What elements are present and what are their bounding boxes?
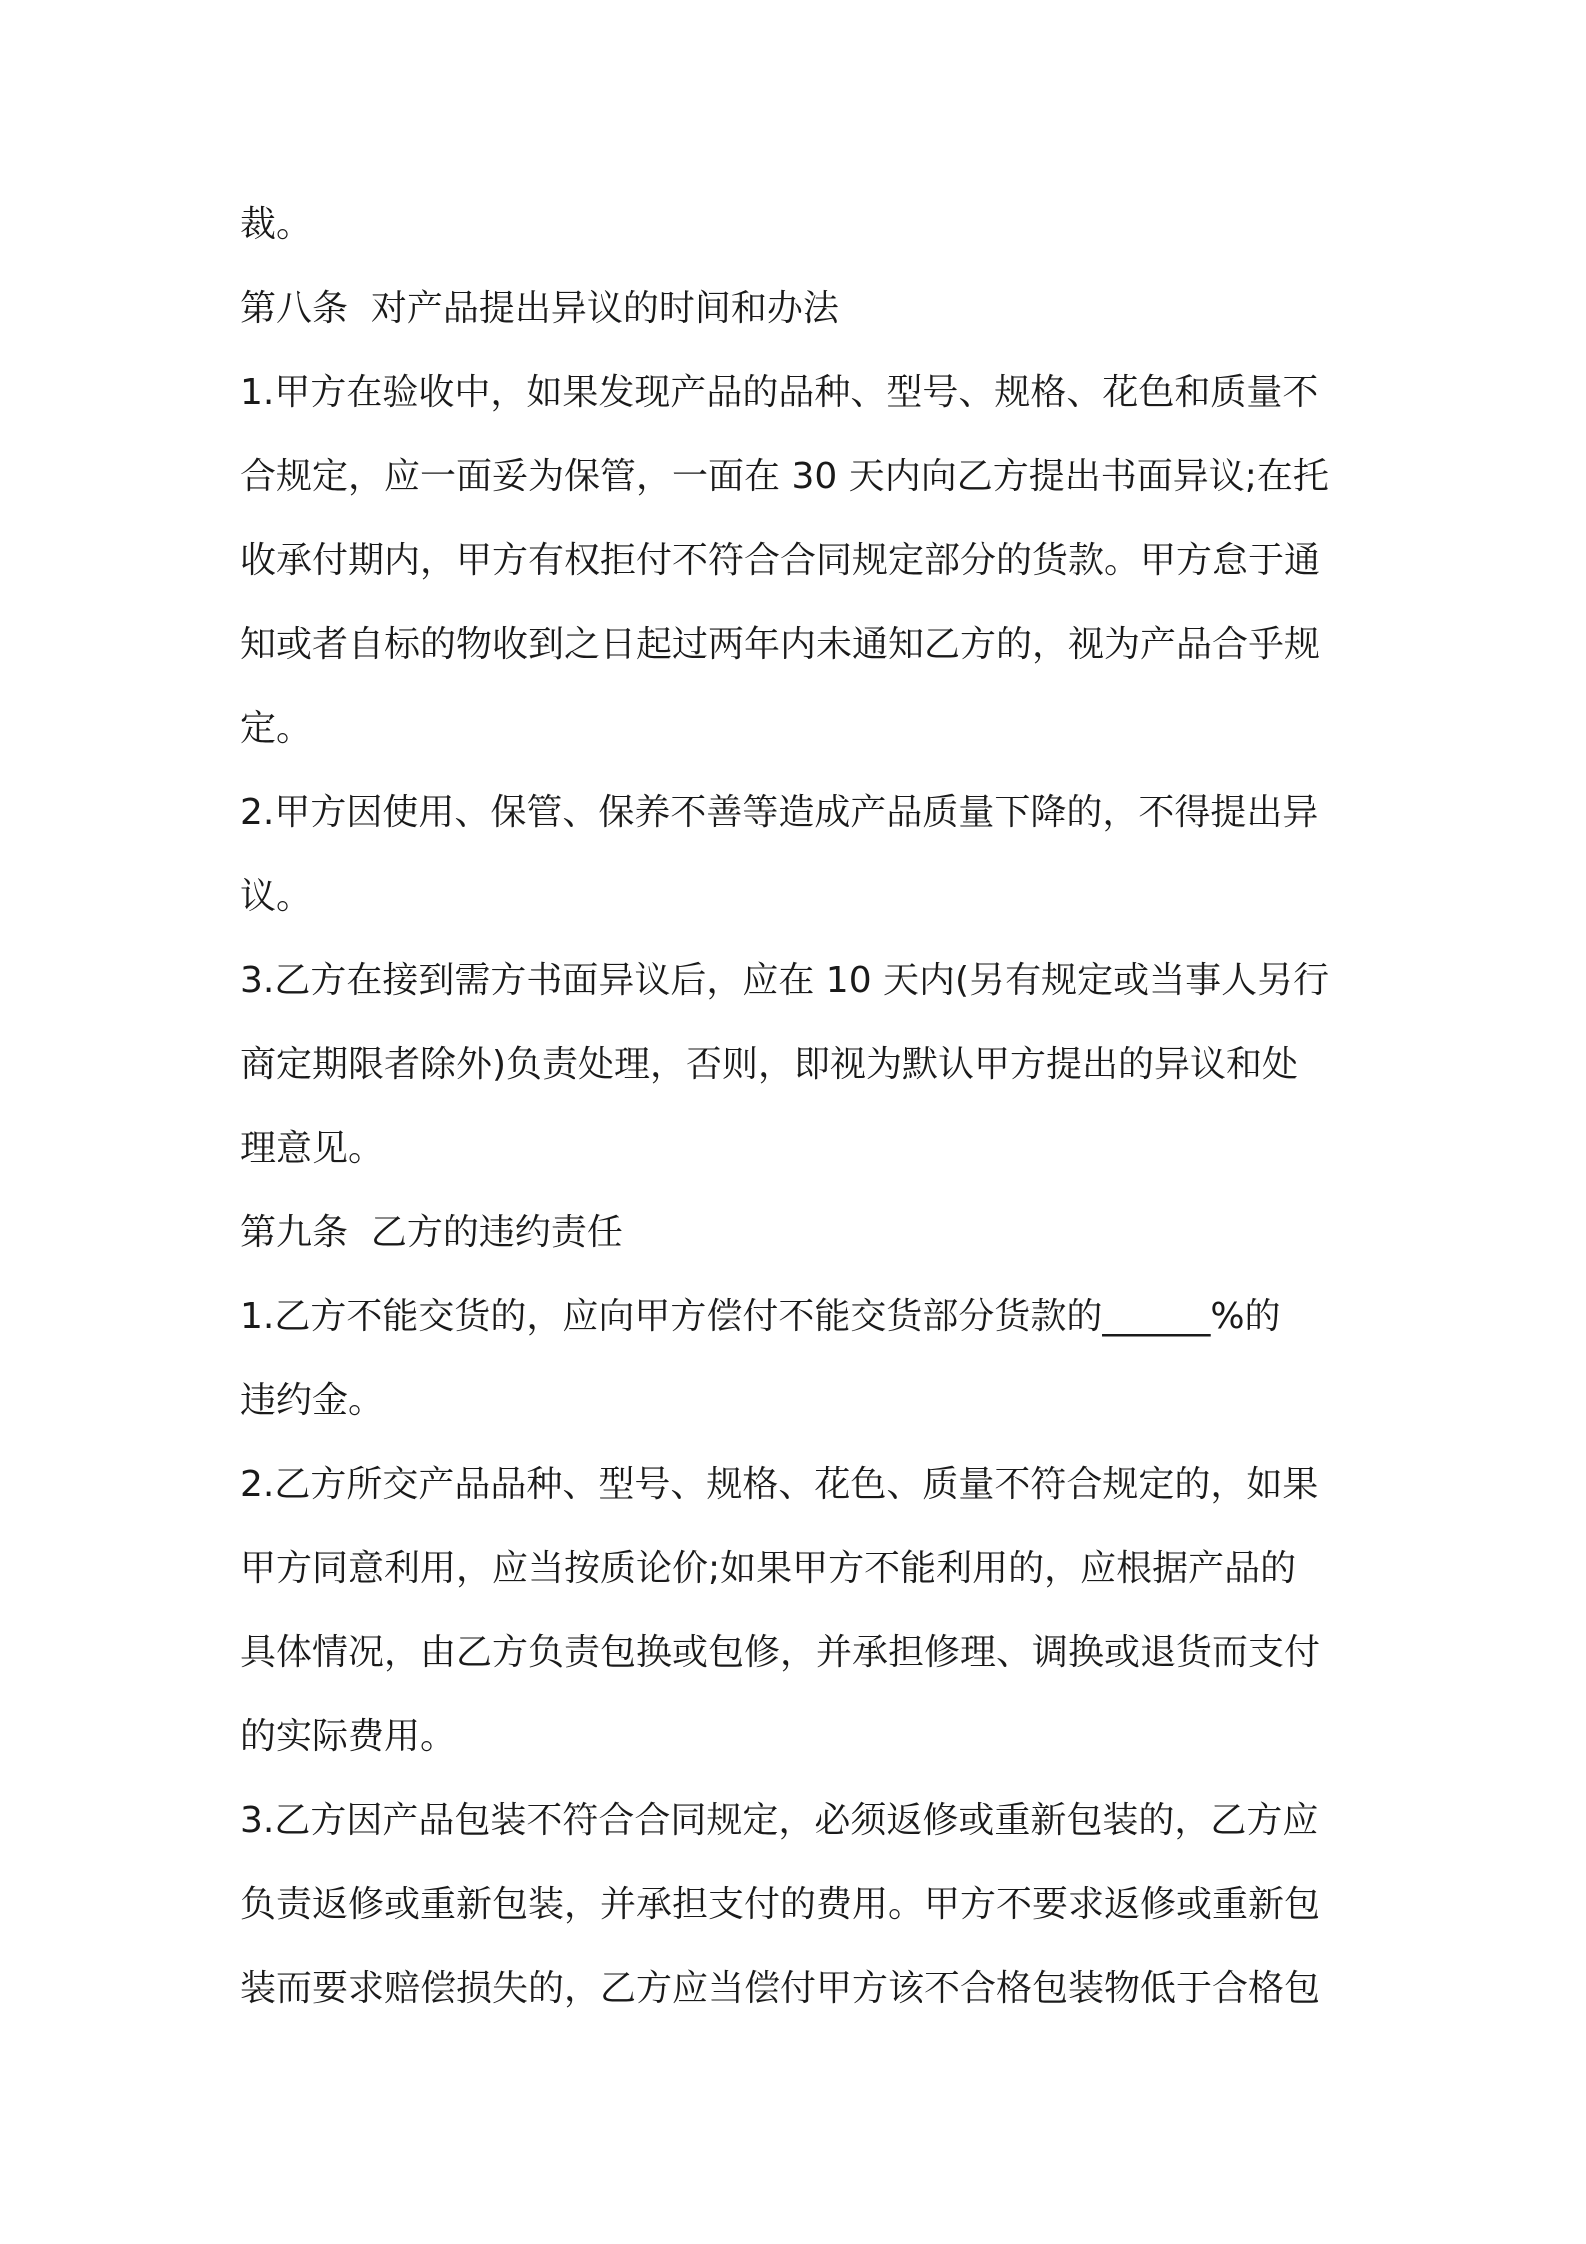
text-line: 的实际费用。 (240, 1716, 457, 1757)
text-line: 议。 (240, 876, 313, 917)
text-line: 具体情况，由乙方负责包换或包修，并承担修理、调换或退货而支付 (240, 1632, 1321, 1673)
text-line: 合规定，应一面妥为保管，一面在 30 天内向乙方提出书面异议;在托 (240, 456, 1329, 497)
text-line: 负责返修或重新包装，并承担支付的费用。甲方不要求返修或重新包 (240, 1884, 1321, 1925)
text-line: 装而要求赔偿损失的，乙方应当偿付甲方该不合格包装物低于合格包 (240, 1968, 1321, 2009)
text-line: 商定期限者除外)负责处理，否则，即视为默认甲方提出的异议和处 (240, 1044, 1299, 1085)
text-line: 定。 (240, 708, 313, 749)
article-9-heading: 第九条 乙方的违约责任 (240, 1212, 623, 1253)
text-line: 收承付期内，甲方有权拒付不符合合同规定部分的货款。甲方怠于通 (240, 540, 1321, 581)
text-line: 违约金。 (240, 1380, 385, 1421)
text-line: 甲方同意利用，应当按质论价;如果甲方不能利用的，应根据产品的 (240, 1548, 1297, 1589)
text-line: 2.甲方因使用、保管、保养不善等造成产品质量下降的，不得提出异 (240, 792, 1319, 833)
text-line: 1.乙方不能交货的，应向甲方偿付不能交货部分货款的______%的 (240, 1296, 1281, 1337)
text-line: 2.乙方所交产品品种、型号、规格、花色、质量不符合规定的，如果 (240, 1464, 1319, 1505)
text-line: 理意见。 (240, 1128, 385, 1169)
text-line: 知或者自标的物收到之日起过两年内未通知乙方的，视为产品合乎规 (240, 624, 1321, 665)
document-page (240, 183, 1380, 2031)
text-line: 3.乙方在接到需方书面异议后，应在 10 天内(另有规定或当事人另行 (240, 960, 1330, 1001)
article-8-heading: 第八条 对产品提出异议的时间和办法 (240, 288, 839, 329)
text-line: 1.甲方在验收中，如果发现产品的品种、型号、规格、花色和质量不 (240, 372, 1319, 413)
text-line: 3.乙方因产品包装不符合合同规定，必须返修或重新包装的，乙方应 (240, 1800, 1319, 1841)
text-line: 裁。 (240, 204, 313, 245)
